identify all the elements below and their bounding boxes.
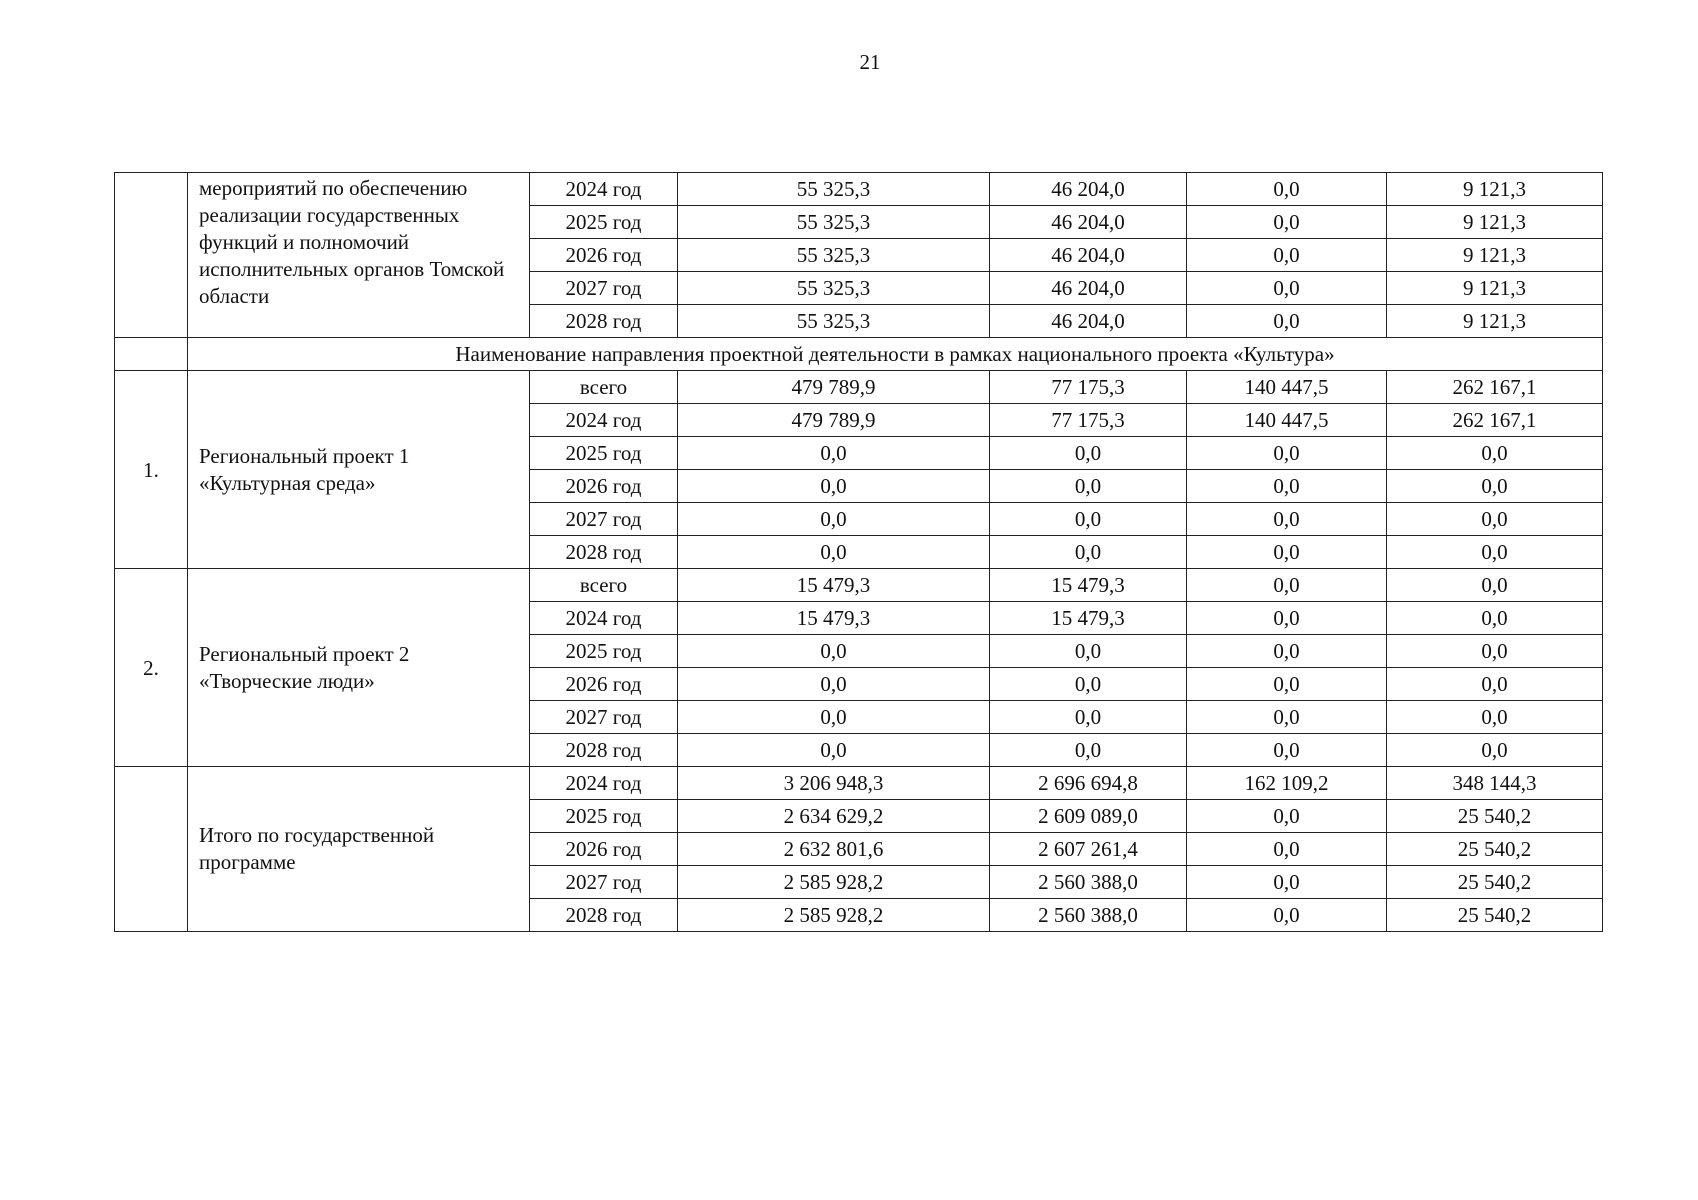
other-cell: 25 540,2 <box>1387 899 1603 932</box>
total-cell: 55 325,3 <box>678 206 990 239</box>
section-number-cell <box>115 338 188 371</box>
regional-cell: 0,0 <box>1187 569 1387 602</box>
other-cell: 9 121,3 <box>1387 206 1603 239</box>
period-cell: всего <box>530 569 678 602</box>
period-cell: 2027 год <box>530 503 678 536</box>
row-number-cell <box>115 767 188 932</box>
other-cell: 0,0 <box>1387 668 1603 701</box>
other-cell: 9 121,3 <box>1387 272 1603 305</box>
federal-cell: 0,0 <box>990 734 1187 767</box>
total-cell: 0,0 <box>678 536 990 569</box>
table-body <box>115 173 1603 932</box>
regional-cell: 0,0 <box>1187 437 1387 470</box>
other-cell: 0,0 <box>1387 734 1603 767</box>
regional-cell: 0,0 <box>1187 173 1387 206</box>
period-cell: 2026 год <box>530 668 678 701</box>
total-cell: 0,0 <box>678 668 990 701</box>
total-cell: 2 632 801,6 <box>678 833 990 866</box>
other-cell: 0,0 <box>1387 569 1603 602</box>
table-row <box>115 173 1603 206</box>
federal-cell: 2 560 388,0 <box>990 866 1187 899</box>
other-cell: 0,0 <box>1387 437 1603 470</box>
federal-cell: 46 204,0 <box>990 173 1187 206</box>
regional-cell: 0,0 <box>1187 272 1387 305</box>
total-cell: 3 206 948,3 <box>678 767 990 800</box>
regional-cell: 0,0 <box>1187 536 1387 569</box>
regional-cell: 0,0 <box>1187 503 1387 536</box>
federal-cell: 2 607 261,4 <box>990 833 1187 866</box>
row-number-cell: 1. <box>115 371 188 569</box>
row-number-cell <box>115 173 188 338</box>
regional-cell: 0,0 <box>1187 305 1387 338</box>
federal-cell: 0,0 <box>990 701 1187 734</box>
total-cell: 0,0 <box>678 503 990 536</box>
regional-cell: 0,0 <box>1187 635 1387 668</box>
other-cell: 0,0 <box>1387 503 1603 536</box>
federal-cell: 77 175,3 <box>990 404 1187 437</box>
other-cell: 0,0 <box>1387 602 1603 635</box>
regional-cell: 162 109,2 <box>1187 767 1387 800</box>
section-header: Наименование направления проектной деятельности в рамках национального проекта «Культура» <box>188 338 1603 371</box>
period-cell: всего <box>530 371 678 404</box>
period-cell: 2025 год <box>530 800 678 833</box>
other-cell: 262 167,1 <box>1387 371 1603 404</box>
federal-cell: 0,0 <box>990 635 1187 668</box>
regional-cell: 140 447,5 <box>1187 371 1387 404</box>
total-cell: 0,0 <box>678 437 990 470</box>
period-cell: 2026 год <box>530 833 678 866</box>
regional-cell: 0,0 <box>1187 239 1387 272</box>
total-cell: 2 634 629,2 <box>678 800 990 833</box>
total-cell: 2 585 928,2 <box>678 866 990 899</box>
row-name-cell: Итого по государственной программе <box>188 767 530 932</box>
period-cell: 2028 год <box>530 899 678 932</box>
row-name-cell: Региональный проект 1 «Культурная среда» <box>188 371 530 569</box>
other-cell: 0,0 <box>1387 470 1603 503</box>
regional-cell: 0,0 <box>1187 701 1387 734</box>
table-row <box>115 371 1603 404</box>
federal-cell: 15 479,3 <box>990 602 1187 635</box>
federal-cell: 46 204,0 <box>990 239 1187 272</box>
period-cell: 2025 год <box>530 206 678 239</box>
regional-cell: 0,0 <box>1187 668 1387 701</box>
page-number: 21 <box>859 50 881 74</box>
row-name-cell: Региональный проект 2 «Творческие люди» <box>188 569 530 767</box>
regional-cell: 0,0 <box>1187 470 1387 503</box>
total-cell: 0,0 <box>678 701 990 734</box>
regional-cell: 0,0 <box>1187 734 1387 767</box>
federal-cell: 2 560 388,0 <box>990 899 1187 932</box>
regional-cell: 0,0 <box>1187 602 1387 635</box>
other-cell: 9 121,3 <box>1387 173 1603 206</box>
period-cell: 2024 год <box>530 173 678 206</box>
regional-cell: 0,0 <box>1187 899 1387 932</box>
federal-cell: 46 204,0 <box>990 272 1187 305</box>
budget-table <box>114 172 1603 932</box>
other-cell: 9 121,3 <box>1387 305 1603 338</box>
section-header-row <box>115 338 1603 371</box>
regional-cell: 0,0 <box>1187 833 1387 866</box>
period-cell: 2028 год <box>530 305 678 338</box>
period-cell: 2026 год <box>530 239 678 272</box>
federal-cell: 46 204,0 <box>990 206 1187 239</box>
total-cell: 55 325,3 <box>678 239 990 272</box>
federal-cell: 2 609 089,0 <box>990 800 1187 833</box>
table-row <box>115 767 1603 800</box>
period-cell: 2025 год <box>530 437 678 470</box>
federal-cell: 0,0 <box>990 437 1187 470</box>
table-row <box>115 569 1603 602</box>
other-cell: 0,0 <box>1387 635 1603 668</box>
other-cell: 0,0 <box>1387 701 1603 734</box>
row-name-cell: мероприятий по обеспечению реализации государственных функций и полномочий исполнительных органов Томской области <box>188 173 530 338</box>
total-cell: 15 479,3 <box>678 569 990 602</box>
total-cell: 55 325,3 <box>678 305 990 338</box>
other-cell: 9 121,3 <box>1387 239 1603 272</box>
period-cell: 2027 год <box>530 272 678 305</box>
other-cell: 348 144,3 <box>1387 767 1603 800</box>
period-cell: 2025 год <box>530 635 678 668</box>
regional-cell: 0,0 <box>1187 866 1387 899</box>
federal-cell: 46 204,0 <box>990 305 1187 338</box>
period-cell: 2027 год <box>530 701 678 734</box>
total-cell: 0,0 <box>678 734 990 767</box>
federal-cell: 77 175,3 <box>990 371 1187 404</box>
period-cell: 2028 год <box>530 734 678 767</box>
regional-cell: 140 447,5 <box>1187 404 1387 437</box>
total-cell: 479 789,9 <box>678 371 990 404</box>
total-cell: 55 325,3 <box>678 173 990 206</box>
other-cell: 25 540,2 <box>1387 800 1603 833</box>
total-cell: 55 325,3 <box>678 272 990 305</box>
federal-cell: 0,0 <box>990 503 1187 536</box>
federal-cell: 2 696 694,8 <box>990 767 1187 800</box>
period-cell: 2028 год <box>530 536 678 569</box>
row-number-cell: 2. <box>115 569 188 767</box>
total-cell: 0,0 <box>678 470 990 503</box>
federal-cell: 0,0 <box>990 536 1187 569</box>
total-cell: 0,0 <box>678 635 990 668</box>
federal-cell: 0,0 <box>990 668 1187 701</box>
other-cell: 25 540,2 <box>1387 866 1603 899</box>
period-cell: 2027 год <box>530 866 678 899</box>
period-cell: 2024 год <box>530 404 678 437</box>
federal-cell: 15 479,3 <box>990 569 1187 602</box>
period-cell: 2026 год <box>530 470 678 503</box>
period-cell: 2024 год <box>530 602 678 635</box>
total-cell: 15 479,3 <box>678 602 990 635</box>
other-cell: 0,0 <box>1387 536 1603 569</box>
other-cell: 262 167,1 <box>1387 404 1603 437</box>
total-cell: 2 585 928,2 <box>678 899 990 932</box>
regional-cell: 0,0 <box>1187 800 1387 833</box>
regional-cell: 0,0 <box>1187 206 1387 239</box>
federal-cell: 0,0 <box>990 470 1187 503</box>
other-cell: 25 540,2 <box>1387 833 1603 866</box>
period-cell: 2024 год <box>530 767 678 800</box>
total-cell: 479 789,9 <box>678 404 990 437</box>
